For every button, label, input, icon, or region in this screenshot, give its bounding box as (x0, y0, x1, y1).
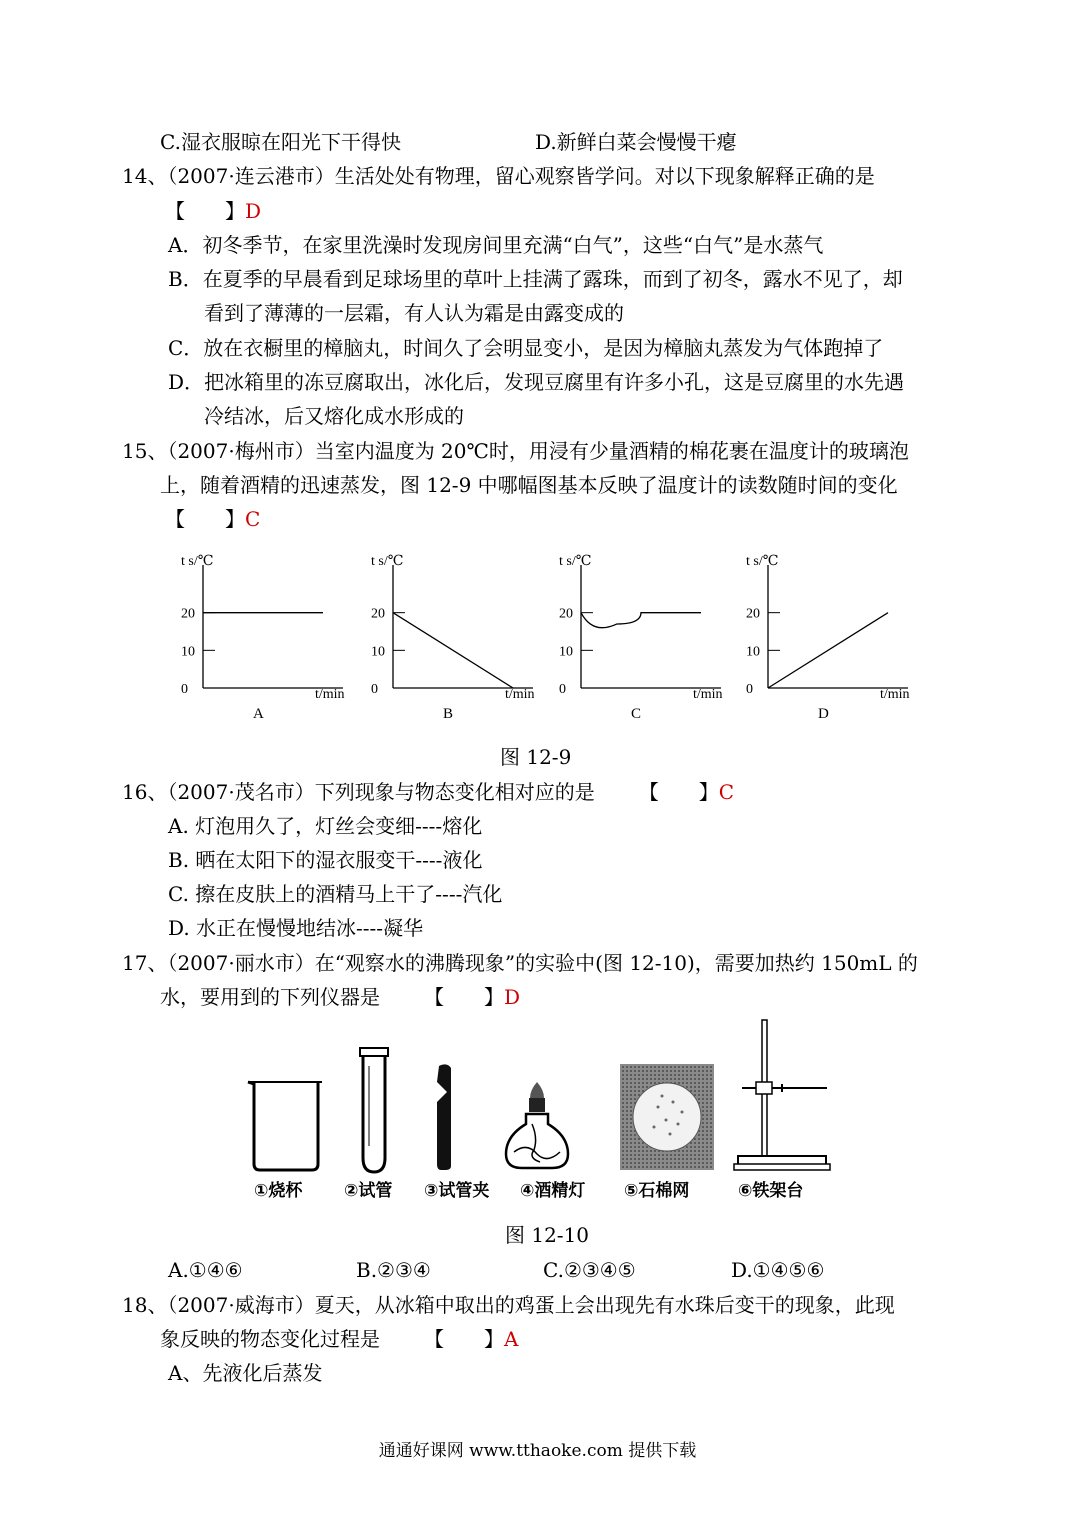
q13-option-c: C.湿衣服晾在阳光下干得快 (160, 130, 401, 154)
answer-letter: C (245, 507, 261, 531)
apparatus-label: ①烧杯 (254, 1181, 303, 1201)
q17-stem: 17、（2007·丽水市）在“观察水的沸腾现象”的实验中(图 12-10)，需要加热约 150mL 的 (122, 951, 918, 975)
y-axis-label: t s/℃ (181, 554, 214, 569)
q14-option-b-cont: 看到了薄薄的一层霜，有人认为霜是由露变成的 (204, 301, 624, 325)
chart-c (553, 545, 743, 729)
answer-bracket: 【 】 (638, 780, 719, 804)
q16-stem-line (122, 778, 734, 806)
q13-option-d: D.新鲜白菜会慢慢干瘪 (535, 130, 737, 154)
panel-label: D (818, 706, 829, 722)
y-tick-label: 10 (559, 644, 573, 660)
q15-answer-line (165, 505, 260, 533)
test-tube-icon (358, 1046, 392, 1176)
asbestos-gauze-icon (618, 1062, 716, 1172)
q14-option-c: C．放在衣橱里的樟脑丸，时间久了会明显变小，是因为樟脑丸蒸发为气体跑掉了 (168, 336, 884, 360)
chart-svg (740, 545, 930, 725)
apparatus-label: ③试管夹 (424, 1181, 490, 1201)
figure-caption: 图 12-9 (500, 745, 572, 769)
apparatus-figure (240, 1012, 835, 1202)
y-tick-label: 0 (559, 682, 566, 697)
chart-d (740, 545, 930, 729)
answer-bracket: 【 】 (424, 1327, 504, 1351)
panel-label: C (631, 706, 642, 722)
y-tick-label: 20 (746, 606, 760, 622)
q15-stem: 15、（2007·梅州市）当室内温度为 20℃时，用浸有少量酒精的棉花裹在温度计的玻璃泡 (122, 439, 909, 463)
answer-letter: D (245, 199, 262, 223)
x-axis-label: t/min (505, 687, 535, 702)
q16-option-a: A. 灯泡用久了，灯丝会变细----熔化 (168, 814, 483, 838)
alcohol-lamp-icon (502, 1080, 572, 1172)
answer-bracket: 【 】 (424, 985, 504, 1009)
y-tick-label: 10 (371, 644, 385, 660)
q17-option-d: D.①④⑤⑥ (731, 1258, 825, 1282)
y-tick-label: 20 (371, 606, 385, 622)
x-axis-label: t/min (880, 687, 910, 702)
y-tick-label: 20 (559, 606, 573, 622)
q16-option-c: C. 擦在皮肤上的酒精马上干了----汽化 (168, 882, 503, 906)
series-line (581, 613, 701, 628)
answer-bracket: 【 】 (165, 199, 245, 223)
answer-bracket: 【 】 (165, 507, 245, 531)
q15-stem-cont: 上，随着酒精的迅速蒸发，图 12-9 中哪幅图基本反映了温度计的读数随时间的变化 (160, 473, 898, 497)
y-axis-label: t s/℃ (371, 554, 404, 569)
chart-svg (365, 545, 555, 725)
y-tick-label: 20 (181, 606, 195, 622)
q17-option-c: C.②③④⑤ (543, 1258, 636, 1282)
answer-letter: C (718, 780, 735, 804)
q16-option-d: D. 水正在慢慢地结冰----凝华 (168, 916, 424, 940)
series-line (768, 613, 888, 688)
answer-letter: A (504, 1327, 519, 1351)
q16-option-b: B. 晒在太阳下的湿衣服变干----液化 (168, 848, 483, 872)
q14-option-b: B．在夏季的早晨看到足球场里的草叶上挂满了露珠，而到了初冬，露水不见了，却 (168, 267, 903, 291)
y-tick-label: 0 (746, 682, 753, 697)
apparatus-label: ⑤石棉网 (624, 1181, 690, 1201)
apparatus-label: ②试管 (344, 1181, 393, 1201)
page-footer: 通通好课网 www.tthaoke.com 提供下载 (378, 1441, 697, 1461)
q18-stem-cont: 象反映的物态变化过程是 (160, 1327, 380, 1351)
iron-stand-icon (732, 1018, 832, 1174)
panel-label: B (443, 706, 454, 722)
answer-letter: D (504, 985, 521, 1009)
chart-svg (175, 545, 365, 725)
chart-a (175, 545, 365, 729)
chart-b (365, 545, 555, 729)
y-tick-label: 0 (371, 682, 378, 697)
x-axis-label: t/min (693, 687, 723, 702)
q14-option-d: D．把冰箱里的冻豆腐取出，冰化后，发现豆腐里有许多小孔，这是豆腐里的水先遇 (168, 370, 905, 394)
q18-stem-cont-line (160, 1325, 518, 1353)
q17-stem-cont-line (160, 983, 520, 1011)
y-tick-label: 0 (181, 682, 188, 697)
q18-option-a: A、先液化后蒸发 (168, 1361, 323, 1385)
chart-svg (553, 545, 743, 725)
y-tick-label: 10 (181, 644, 195, 660)
q17-option-b: B.②③④ (356, 1258, 431, 1282)
q14-answer-line (165, 197, 261, 225)
q17-option-a: A.①④⑥ (168, 1258, 243, 1282)
y-axis-label: t s/℃ (746, 554, 779, 569)
figure-caption: 图 12-10 (505, 1223, 590, 1247)
q14-option-a: A．初冬季节，在家里洗澡时发现房间里充满“白气”，这些“白气”是水蒸气 (168, 233, 824, 257)
q18-stem: 18、（2007·威海市）夏天，从冰箱中取出的鸡蛋上会出现先有水珠后变干的现象，此现 (122, 1293, 895, 1317)
y-axis-label: t s/℃ (559, 554, 592, 569)
beaker-icon (244, 1076, 328, 1172)
q14-stem: 14、（2007·连云港市）生活处处有物理，留心观察皆学问。对以下现象解释正确的是 (122, 164, 875, 188)
panel-label: A (253, 706, 264, 722)
y-tick-label: 10 (746, 644, 760, 660)
q17-stem-cont: 水，要用到的下列仪器是 (160, 985, 380, 1009)
q16-stem: 16、（2007·茂名市）下列现象与物态变化相对应的是 (122, 780, 595, 804)
apparatus-label: ④酒精灯 (520, 1181, 586, 1201)
q14-option-d-cont: 冷结冰，后又熔化成水形成的 (204, 404, 464, 428)
x-axis-label: t/min (315, 687, 345, 702)
series-line (393, 613, 513, 688)
test-tube-clamp-icon (433, 1062, 457, 1172)
apparatus-label: ⑥铁架台 (738, 1181, 804, 1201)
